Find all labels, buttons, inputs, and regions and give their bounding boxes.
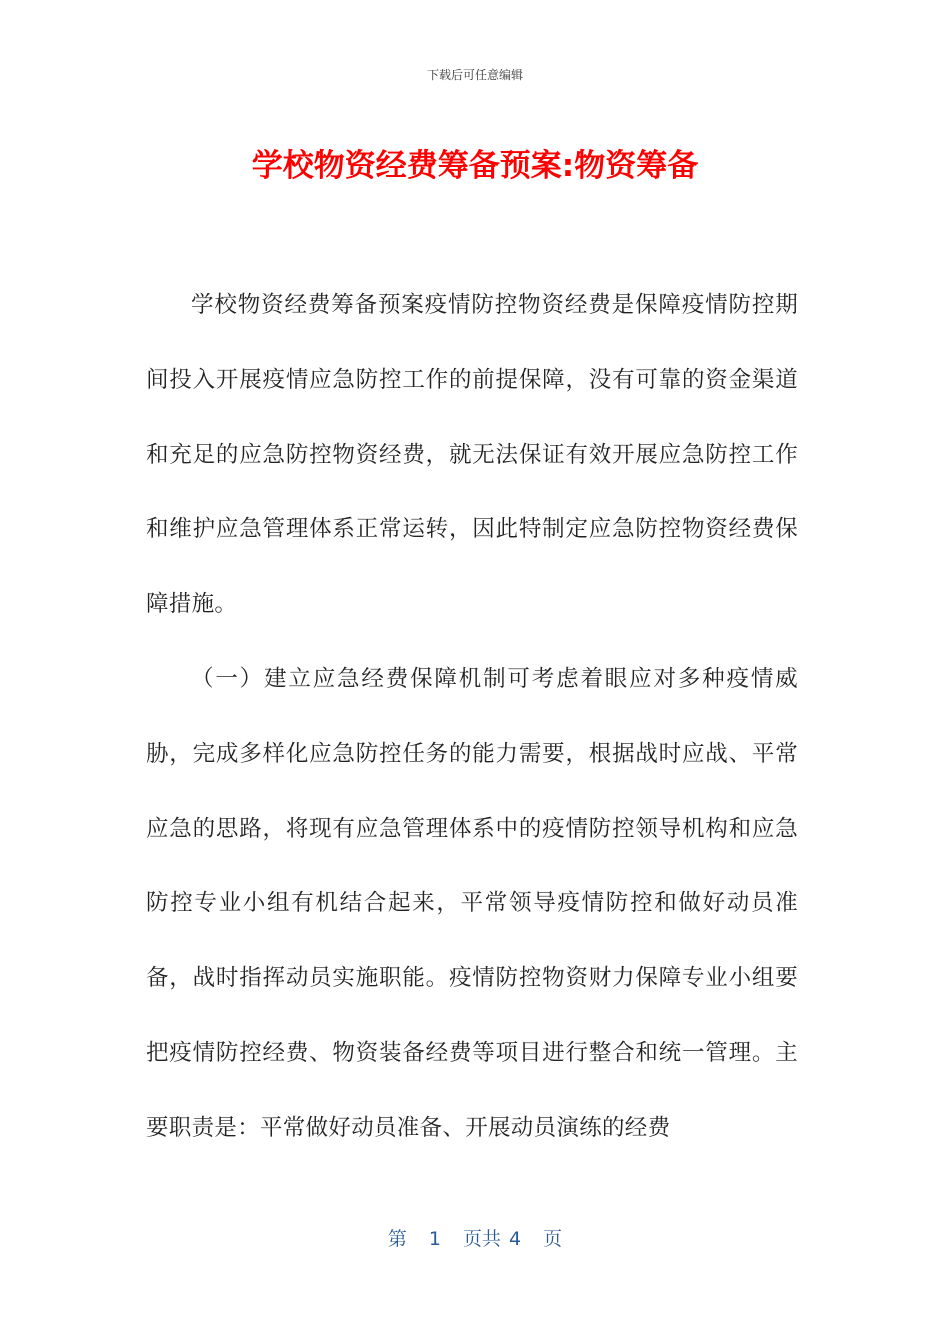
footer-current-page: 1 <box>428 1228 441 1250</box>
paragraph-intro: 学校物资经费筹备预案疫情防控物资经费是保障疫情防控期间投入开展疫情应急防控工作的前提保障，没有可靠的资金渠道和充足的应急防控物资经费，就无法保证有效开展应急防控工作和维护应急管理体系正常运转，因此特制定应急防控物资经费保障措施。 <box>146 292 798 618</box>
paragraph-section-1: （一）建立应急经费保障机制可考虑着眼应对多种疫情威胁，完成多样化应急防控任务的能力需要，根据战时应战、平常应急的思路，将现有应急管理体系中的疫情防控领导机构和应急防控专业小组有机结合起来，平常领导疫情防控和做好动员准备，战时指挥动员实施职能。疫情防控物资财力保障专业小组要把疫情防控经费、物资装备经费等项目进行整合和统一管理。主要职责是：平常做好动员准备、开展动员演练的经费 <box>146 665 798 1141</box>
footer-total-prefix: 页共 <box>462 1228 501 1250</box>
footer-total-pages: 4 <box>509 1228 522 1250</box>
document-title: 学校物资经费筹备预案:物资筹备 <box>251 148 699 184</box>
document-body <box>146 268 798 1166</box>
footer-page-label: 第 <box>387 1228 407 1250</box>
page-footer <box>0 1224 950 1251</box>
page-header-note: 下载后可任意编辑 <box>426 68 523 82</box>
footer-total-suffix: 页 <box>543 1228 563 1250</box>
